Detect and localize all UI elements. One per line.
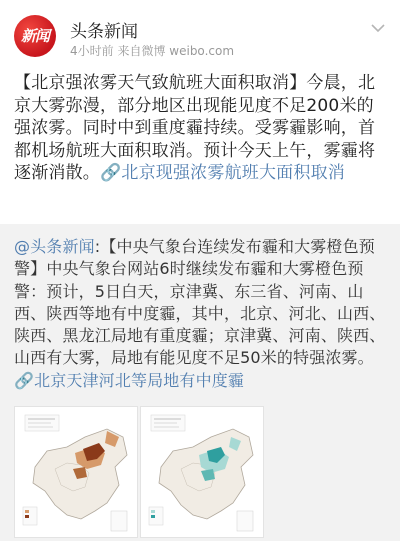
post-source: 来自微博 weibo.com [117, 44, 235, 58]
fog-map-image [141, 407, 263, 537]
chevron-down-icon[interactable] [368, 18, 388, 38]
repost-link[interactable]: 北京天津河北等局地有中度霾 [34, 370, 245, 390]
post-content: 今晨，北京大雾弥漫，部分地区出现能见度不足200米的强浓雾。同时中到重度霾持续。受雾霾影响，首都机场航班大面积取消。预计今天上午，雾霾将逐渐消散。 [14, 73, 376, 183]
repost-mention[interactable]: @头条新闻 [14, 237, 95, 256]
post-header [0, 0, 400, 68]
repost-body [14, 236, 388, 392]
link-icon: 🔗 [14, 370, 35, 390]
image-thumbnails [14, 406, 386, 541]
post-body [14, 72, 388, 185]
haze-map-image [15, 407, 137, 537]
haze-map-thumbnail[interactable] [14, 406, 138, 538]
post-meta [70, 42, 234, 59]
repost-headline: 【中央气象台连续发布霾和大雾橙色预警】 [14, 237, 375, 279]
repost-colon: : [94, 237, 101, 256]
post-headline: 【北京强浓雾天气致航班大面积取消】 [14, 73, 307, 93]
repost-card[interactable] [0, 224, 400, 541]
repost-content: 中央气象台网站6时继续发布霾和大雾橙色预警：预计，5日白天，京津冀、东三省、河南、山西、陕西等地有中度霾，其中，北京、河北、山西、陕西、黑龙江局地有重度霾；京津冀、河南、陕西、山西有大雾，局地有能见度不足50米的特强浓雾。 [14, 259, 386, 368]
fog-map-thumbnail[interactable] [140, 406, 264, 538]
author-name[interactable]: 头条新闻 [70, 22, 138, 42]
link-icon: 🔗 [100, 163, 122, 183]
post-link[interactable]: 北京现强浓雾航班大面积取消 [121, 163, 345, 183]
avatar[interactable]: 新闻 [14, 15, 56, 57]
post-time: 4小时前 [70, 44, 114, 58]
